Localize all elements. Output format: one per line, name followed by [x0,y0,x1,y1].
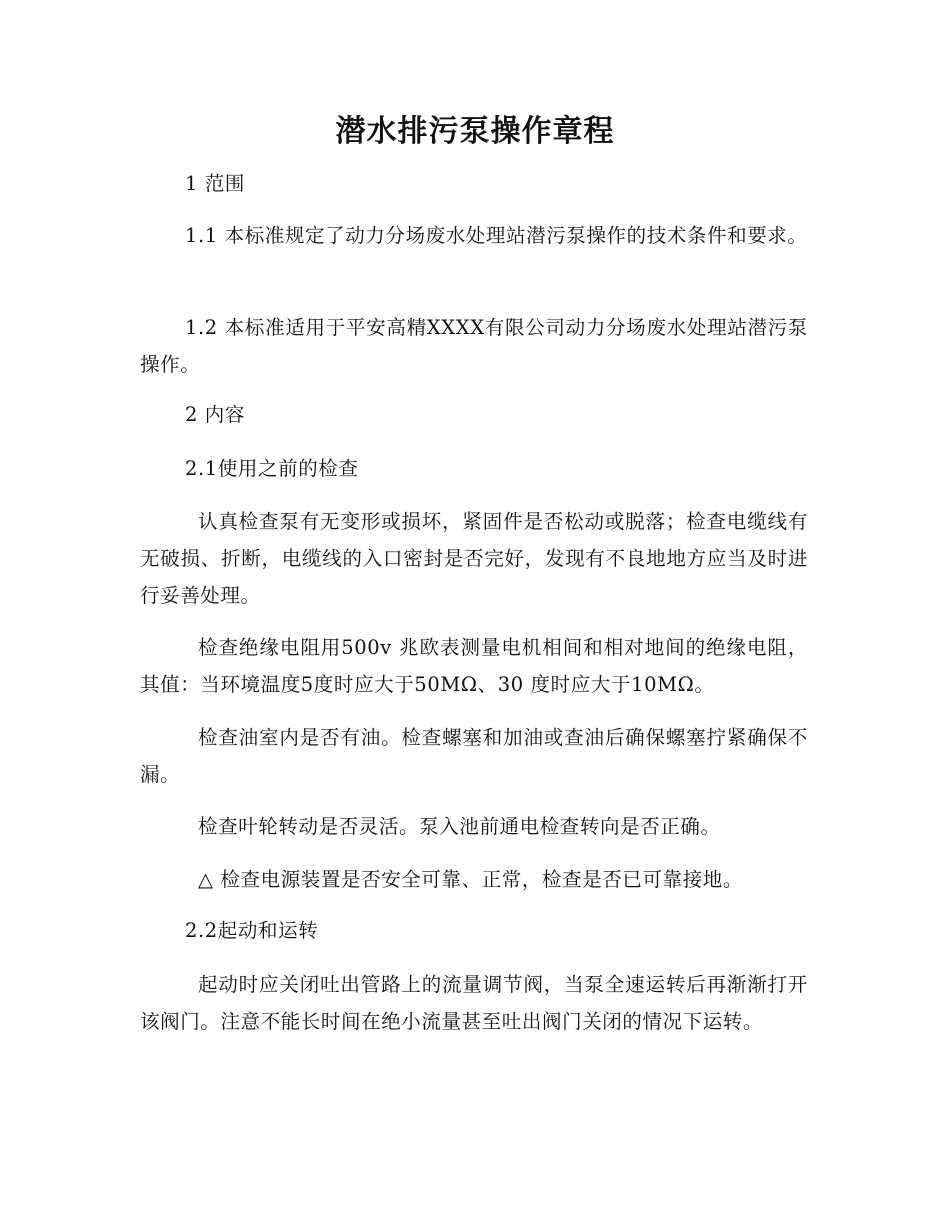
paragraph-1-2: 1.2 本标准适用于平安高精XXXX有限公司动力分场废水处理站潜污泵操作。 [140,316,808,376]
subsection-heading-2-2: 2.2起动和运转 [185,919,319,942]
paragraph-1-1: 1.1 本标准规定了动力分场废水处理站潜污泵操作的技术条件和要求。 [185,224,808,247]
subsection-heading-2-1: 2.1使用之前的检查 [185,457,359,480]
paragraph-insulation-check: 检查绝缘电阻用500v 兆欧表测量电机相间和相对地间的绝缘电阻，其值：当环境温度5度时应大于50MΩ、30 度时应大于10MΩ。 [140,636,808,696]
section-heading-scope: 1 范围 [185,172,246,195]
section-heading-content: 2 内容 [185,403,246,426]
paragraph-startup: 起动时应关闭吐出管路上的流量调节阀，当泵全速运转后再渐渐打开该阀门。注意不能长时间在绝小流量甚至吐出阀门关闭的情况下运转。 [140,973,808,1033]
paragraph-oil-check: 检查油室内是否有油。检查螺塞和加油或查油后确保螺塞拧紧确保不漏。 [140,726,808,786]
paragraph-inspection-body: 认真检查泵有无变形或损坏，紧固件是否松动或脱落；检查电缆线有无破损、折断，电缆线的入口密封是否完好，发现有不良地地方应当及时进行妥善处理。 [140,510,808,607]
paragraph-impeller-check: 检查叶轮转动是否灵活。泵入池前通电检查转向是否正确。 [198,815,721,838]
document-title: 潜水排污泵操作章程 [335,114,615,149]
paragraph-power-check: △ 检查电源装置是否安全可靠、正常，检查是否已可靠接地。 [198,868,743,891]
